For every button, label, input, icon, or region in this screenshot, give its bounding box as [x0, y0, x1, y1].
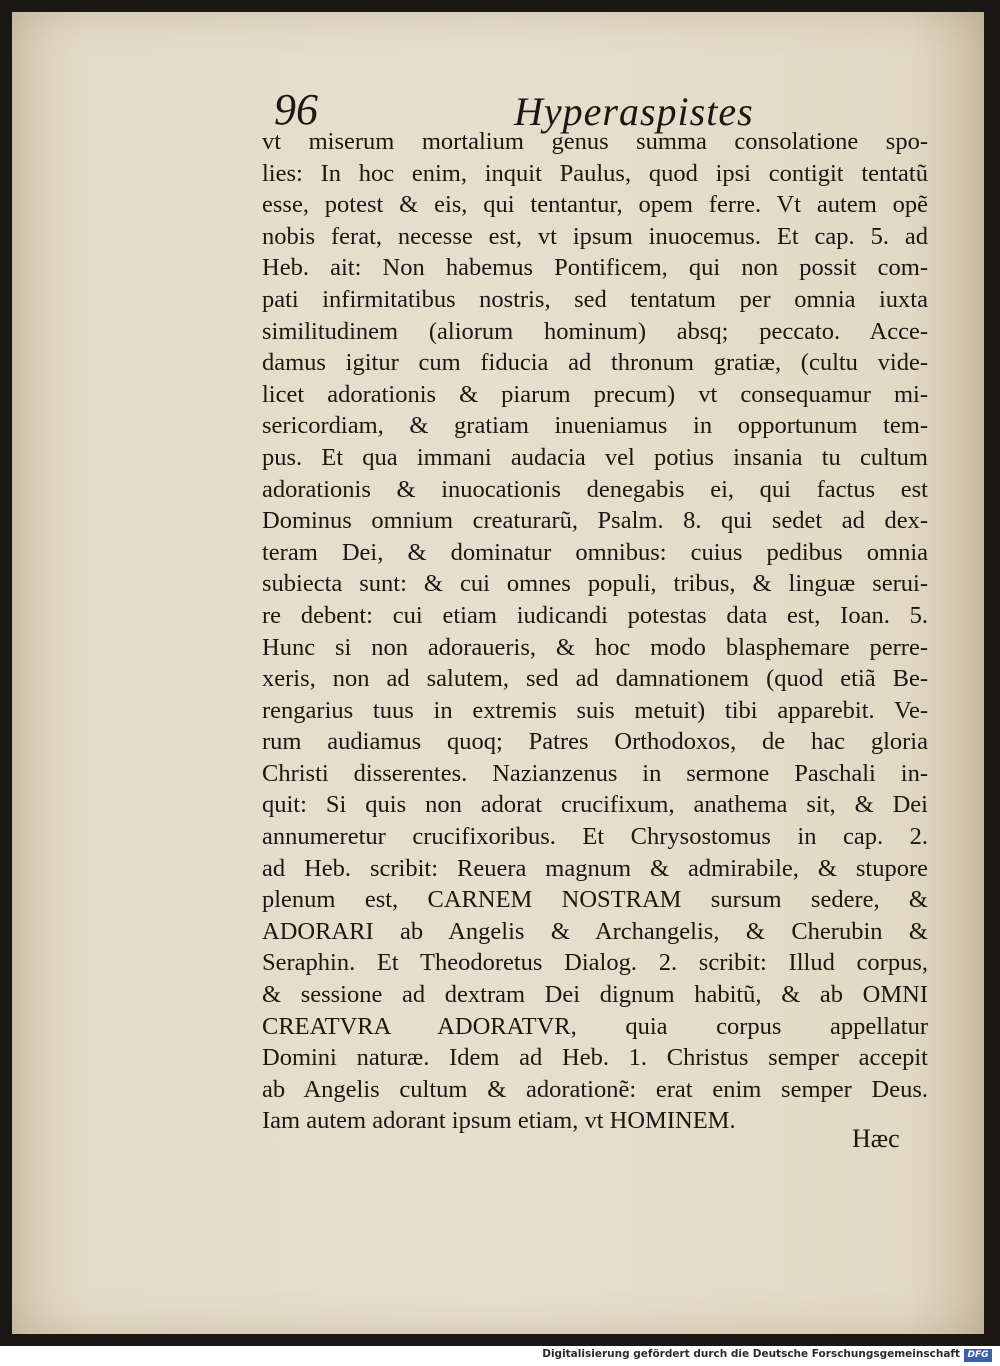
text-line: Dominus omnium creaturarũ, Psalm. 8. qui sedet ad dex- [262, 507, 928, 535]
text-line: annumeretur crucifixoribus. Et Chrysostomus in cap. 2. [262, 823, 928, 851]
text-line: sericordiam, & gratiam inueniamus in opportunum tem- [262, 412, 928, 440]
text-line: & sessione ad dextram Dei dignum habitũ, & ab OMNI [262, 981, 928, 1009]
text-line: Christi disserentes. Nazianzenus in sermone Paschali in- [262, 759, 928, 787]
text-line: quit: Si quis non adorat crucifixum, anathema sit, & Dei [262, 791, 928, 819]
text-line: Domini naturæ. Idem ad Heb. 1. Christus semper accepit [262, 1044, 928, 1072]
text-line: nobis ferat, necesse est, vt ipsum inuocemus. Et cap. 5. ad [262, 222, 928, 250]
text-line: pus. Et qua immani audacia vel potius insania tu cultum [262, 443, 928, 471]
text-line: rengarius tuus in extremis suis metuit) tibi apparebit. Ve- [262, 696, 928, 724]
text-line: ab Angelis cultum & adorationẽ: erat enim semper Deus. [262, 1075, 928, 1103]
text-line: rum audiamus quoq; Patres Orthodoxos, de hac gloria [262, 728, 928, 756]
digitization-credit: Digitalisierung gefördert durch die Deutsche Forschungsgemeinschaft [542, 1348, 960, 1360]
footer-bar [0, 1346, 1000, 1366]
text-line: vt miserum mortalium genus summa consolatione spo- [262, 128, 928, 155]
text-line: damus igitur cum fiducia ad thronum gratiæ, (cultu vide- [262, 349, 928, 377]
body-text [262, 126, 928, 1137]
text-line: lies: In hoc enim, inquit Paulus, quod ipsi contigit tentatũ [262, 159, 928, 187]
catchword: Hæc [852, 1124, 900, 1153]
text-line: licet adorationis & piarum precum) vt consequamur mi- [262, 380, 928, 408]
text-line: esse, potest & eis, qui tentantur, opem ferre. Vt autem opẽ [262, 191, 928, 219]
running-title: Hyperaspistes [514, 89, 754, 134]
text-line: Hunc si non adoraueris, & hoc modo blasphemare perre- [262, 633, 928, 661]
text-line: subiecta sunt: & cui omnes populi, tribus, & linguæ serui- [262, 570, 928, 598]
text-line: ADORARI ab Angelis & Archangelis, & Cherubin & [262, 917, 928, 945]
text-line: Heb. ait: Non habemus Pontificem, qui non possit com- [262, 254, 928, 282]
text-line: Seraphin. Et Theodoretus Dialog. 2. scribit: Illud corpus, [262, 949, 928, 977]
dfg-logo-icon: DFG [964, 1349, 992, 1362]
text-line: Iam autem adorant ipsum etiam, vt HOMINEM. [262, 1107, 736, 1135]
text-line: CREATVRA ADORATVR, quia corpus appellatur [262, 1012, 928, 1040]
text-line: ad Heb. scribit: Reuera magnum & admirabile, & stupore [262, 854, 928, 882]
text-line: adorationis & inuocationis denegabis ei, qui factus est [262, 475, 928, 503]
text-line: pati infirmitatibus nostris, sed tentatum per omnia iuxta [262, 285, 928, 313]
text-line: re debent: cui etiam iudicandi potestas data est, Ioan. 5. [262, 601, 928, 629]
page-number: 96 [274, 85, 318, 134]
text-line: teram Dei, & dominatur omnibus: cuius pedibus omnia [262, 538, 928, 566]
text-line: plenum est, CARNEM NOSTRAM sursum sedere, & [262, 886, 928, 914]
text-line: similitudinem (aliorum hominum) absq; peccato. Acce- [262, 317, 928, 345]
text-line: xeris, non ad salutem, sed ad damnationem (quod etiã Be- [262, 665, 928, 693]
